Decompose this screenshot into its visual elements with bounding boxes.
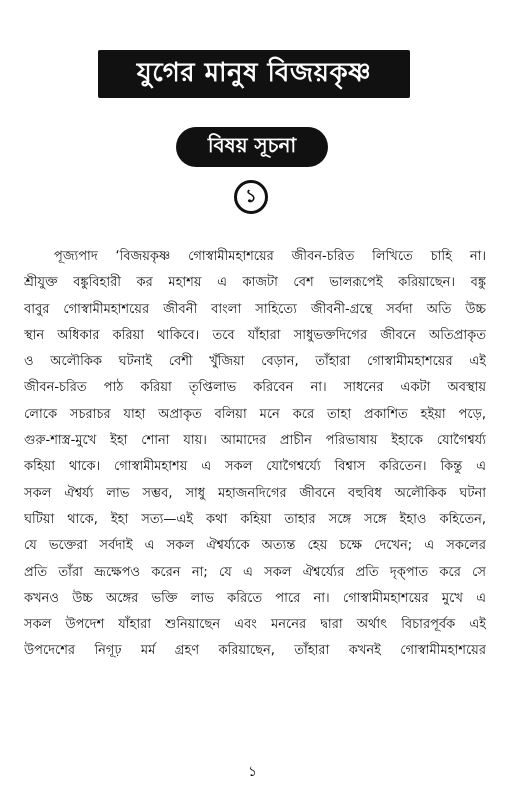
body-paragraph — [24, 244, 486, 665]
text-line: প্রতি তাঁরা ভ্রূক্ষেপও করেন না; যে এ সকল ঐশ্বর্য্যের প্রতি দৃক্পাত করে সে — [24, 564, 486, 580]
text-line: শ্রীযুক্ত বঙ্কুবিহারী কর মহাশয় এ কাজটা বেশ ভালরূপেই করিয়াছেন। বঙ্কু — [24, 275, 486, 291]
text-line: সকল ঐশ্বর্য্য লাভ সম্ভব, সাধু মহাজনদিগের জীবনে বহুবিধ অলৌকিক ঘটনা — [24, 485, 486, 501]
text-line: যে ভক্তেরা সর্বদাই এ সকল ঐশ্বর্য্যকে অত্যন্ত হেয় চক্ষে দেখেন; এ সকলের — [24, 538, 486, 554]
book-title-banner — [98, 50, 410, 98]
text-line: উপদেশের নিগূঢ় মর্ম গ্রহণ করিয়াছেন, তাঁহারা কখনই গোস্বামীমহাশয়ের — [24, 643, 486, 659]
text-line: গুরু-শাস্ত্র-মুখে ইহা শোনা যায়। আমাদের প্রাচীন পরিভাষায় ইহাকে যোগৈশ্বর্য্য — [24, 433, 486, 449]
text-line: জীবন-চরিত পাঠ করিয়া তৃপ্তিলাভ করিবেন না। সাধনের একটা অবস্থায় — [24, 380, 486, 396]
text-line: ঘটিয়া থাকে, ইহা সত্য—এই কথা কহিয়া তাহার সঙ্গে সঙ্গে ইহাও কহিতেন, — [24, 511, 486, 527]
book-title: যুগের মানুষ বিজয়কৃষ্ণ — [136, 58, 372, 88]
text-line: ও অলৌকিক ঘটনাই বেশী খুঁজিয়া বেড়ান, তাঁহারা গোস্বামীমহাশয়ের এই — [24, 354, 486, 370]
text-line: সকল উপদেশ যাঁহারা শুনিয়াছেন এবং মননের দ্বারা অর্থাৎ বিচারপূর্বক এই — [24, 617, 486, 633]
text-line: পূজ্যপাদ ‘বিজয়কৃষ্ণ গোস্বামীমহাশয়ের জীবন-চরিত লিখিতে চাহি না। — [54, 249, 486, 264]
text-line: স্থান অধিকার করিয়া থাকিবে। তবে যাঁহারা সাধুভক্তদিগের জীবনে অতিপ্রাকৃত — [24, 327, 486, 343]
text-line: লোকে সচরাচর যাহা অপ্রাকৃত বলিয়া মনে করে তাহা প্রকাশিত হইয়া পড়ে, — [24, 406, 486, 422]
chapter-number: ১ — [245, 185, 257, 207]
page-number: ১ — [247, 764, 258, 780]
text-line: বাবুর গোস্বামীমহাশয়ের জীবনী বাংলা সাহিত্যে জীবনী-গ্রন্থে সর্বদা অতি উচ্চ — [24, 301, 486, 317]
section-heading: বিষয় সূচনা — [207, 132, 297, 157]
section-heading-pill — [176, 127, 328, 167]
chapter-number-circle — [234, 180, 268, 214]
text-line: কহিয়া থাকে। গোস্বামীমহাশয় এ সকল যোগৈশ্বর্য্যে বিশ্বাস করিতেন। কিন্তু এ — [24, 459, 486, 475]
text-line: কখনও উচ্চ অঙ্গের ভক্তি লাভ করিতে পারে না। গোস্বামীমহাশয়ের মুখে এ — [24, 590, 486, 606]
